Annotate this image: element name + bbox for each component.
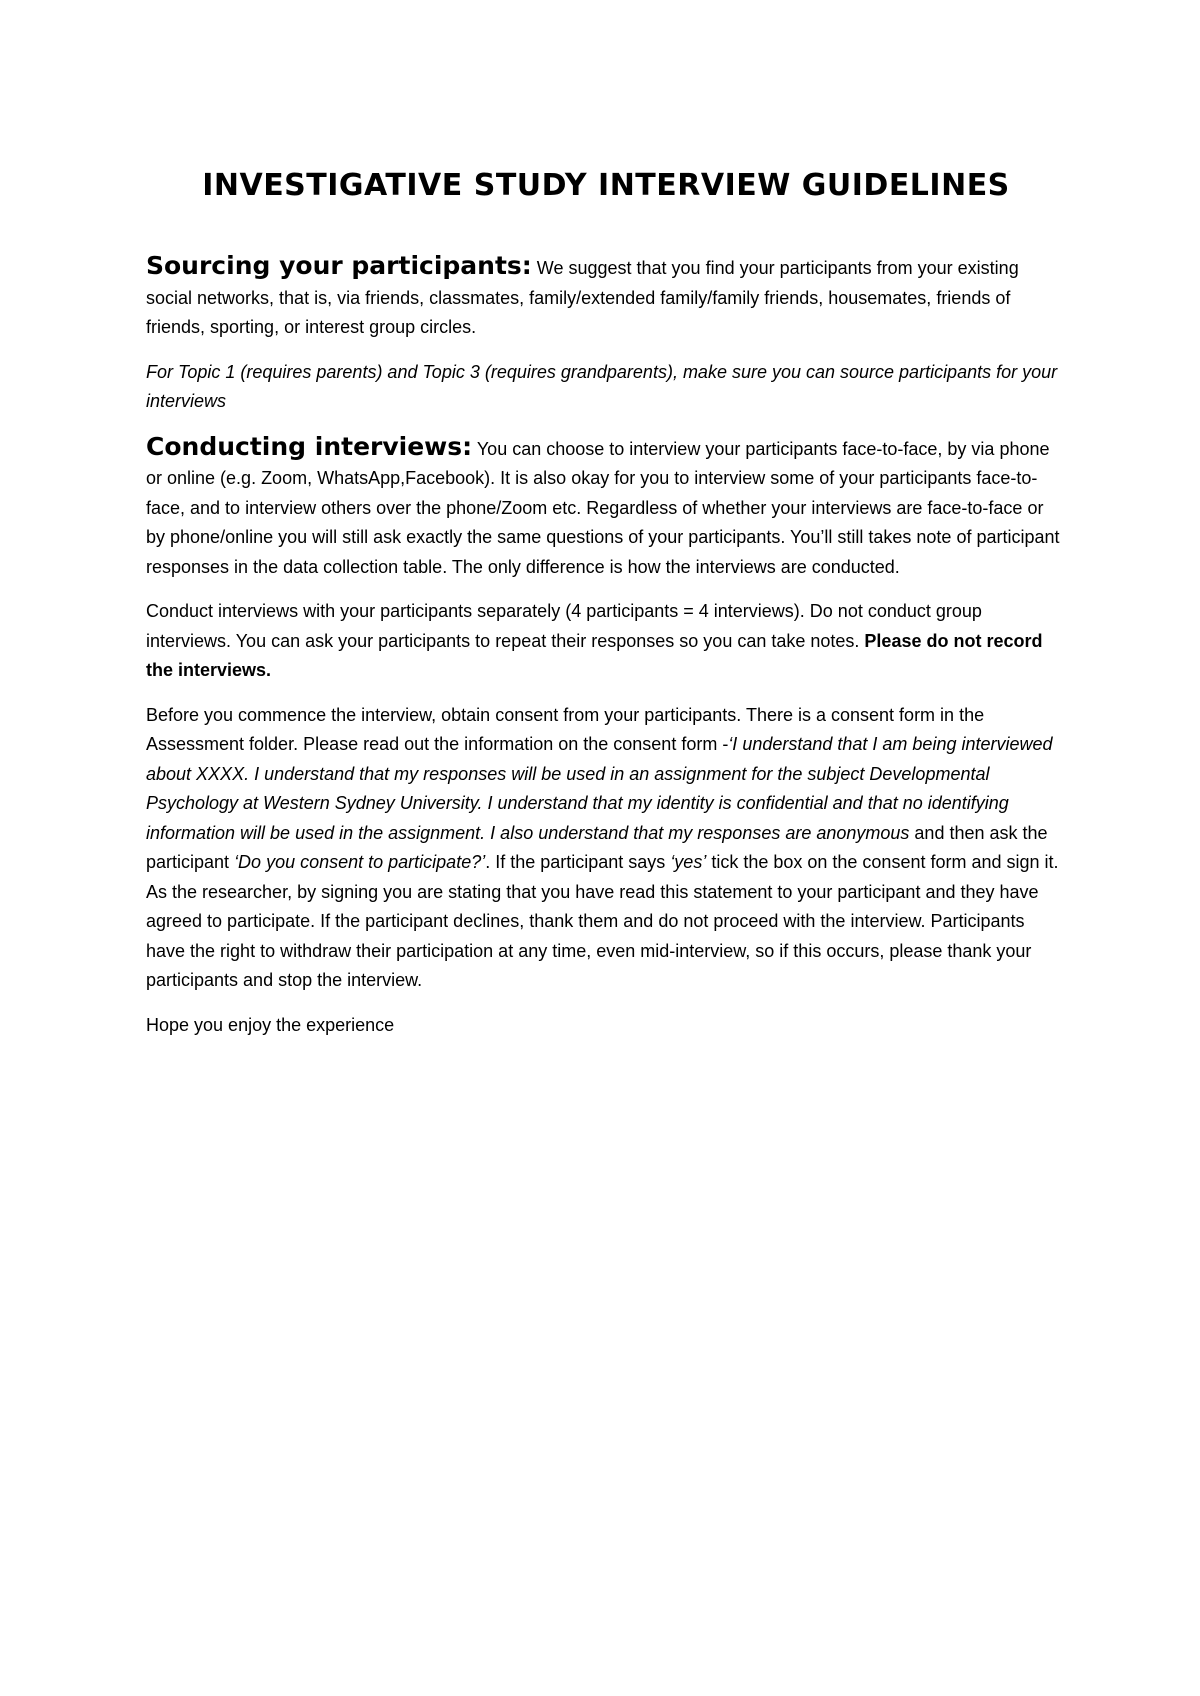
- document-title: INVESTIGATIVE STUDY INTERVIEW GUIDELINES: [202, 168, 1010, 203]
- no-recording-notice: Please do not record the interviews.: [146, 630, 1043, 680]
- conducting-paragraph: [146, 432, 1066, 583]
- topic-note-paragraph: For Topic 1 (requires parents) and Topic 3 (requires grandparents), make sure you can source participants for your interviews: [146, 361, 1058, 411]
- conducting-text: You can choose to interview your participants face-to-face, by via phone or online (e.g. Zoom, WhatsApp,Facebook). It is also okay for you to interview some of your participants face-to-face, and to interview others over the phone/Zoom etc. Regardless of whether your interviews are face-to-face or by phone/online you will still ask exactly the same questions of your participants. You’ll still takes note of participant responses in the data collection table. The only difference is how the interviews are conducted.: [146, 438, 1060, 577]
- consent-text-4: tick the box on the consent form and sign it. As the researcher, by signing you are stating that you have read this statement to your participant and they have agreed to participate. If the participant declines, thank them and do not proceed with the interview. Participants have the right to withdraw their participation at any time, even mid-interview, so if this occurs, please thank your participants and stop the interview.: [146, 852, 1059, 990]
- consent-statement-quote: ‘I understand that I am being interviewed about XXXX. I understand that my responses will be used in an assignment for the subject Developmental Psychology at Western Sydney University. I understand that my identity is confidential and that no identifying information will be used in the assignment. I also understand that my responses are anonymous: [146, 734, 1053, 843]
- sourcing-heading: Sourcing your participants: [146, 251, 522, 280]
- consent-text-2: and then ask the participant: [146, 822, 1048, 872]
- separate-interviews-text: Conduct interviews with your participants separately (4 participants = 4 interviews). Do not conduct group interviews. You can ask your participants to repeat their responses so you can take notes.: [146, 601, 982, 651]
- separate-interviews-paragraph: [146, 597, 1066, 686]
- conducting-heading-colon: :: [462, 431, 473, 461]
- consent-yes-quote: ‘yes’: [670, 852, 707, 872]
- sourcing-text: We suggest that you find your participants from your existing social networks, that is, via friends, classmates, family/extended family/family friends, housemates, friends of friends, sporting, or interest group circles.: [146, 258, 1019, 337]
- consent-text-1: Before you commence the interview, obtain consent from your participants. There is a consent form in the Assessment folder. Please read out the information on the consent form -: [146, 704, 985, 754]
- closing-line: Hope you enjoy the experience: [146, 1014, 395, 1035]
- sourcing-heading-colon: :: [521, 251, 532, 280]
- consent-question-quote: ‘Do you consent to participate?’: [234, 852, 486, 872]
- consent-text-3: . If the participant says: [485, 852, 671, 872]
- conducting-heading: Conducting interviews: [146, 431, 463, 461]
- consent-paragraph: [146, 701, 1066, 996]
- document-body: [146, 168, 1066, 1055]
- sourcing-paragraph: [146, 251, 1066, 343]
